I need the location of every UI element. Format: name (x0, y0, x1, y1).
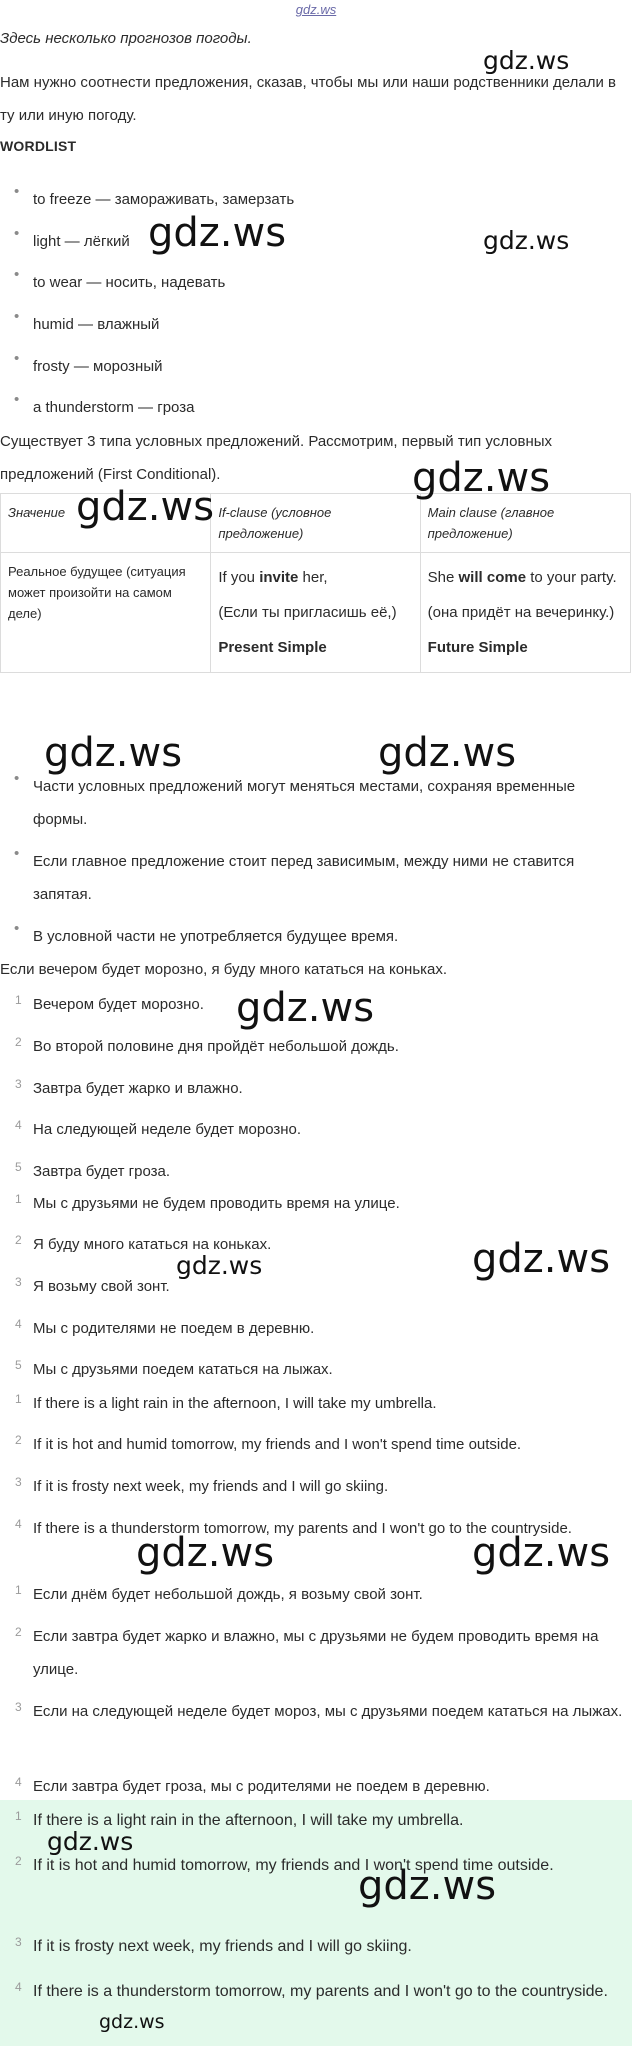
watermark: gdz.ws (472, 1530, 611, 1576)
conditional-intro: Существует 3 типа условных предложений. Рассмотрим, первый тип условных предложений (First Conditional). (0, 433, 553, 483)
watermark: gdz.ws (99, 2011, 165, 2033)
watermark: gdz.ws (358, 1863, 497, 1909)
if-tense: Present Simple (218, 639, 327, 656)
intro-text: Здесь несколько прогнозов погоды. (0, 30, 252, 47)
meaning-cell: Реальное будущее (ситуация может произойти на самом деле) (1, 553, 211, 673)
watermark: gdz.ws (148, 210, 287, 256)
task-text: Нам нужно соотнести предложения, сказав, чтобы мы или наши родственники делали в ту или иную погоду. (0, 74, 616, 124)
main-clause-cell (420, 553, 630, 673)
main-tense: Future Simple (427, 639, 528, 656)
watermark: gdz.ws (47, 1827, 134, 1856)
page: gdz.ws Здесь несколько прогнозов погоды. Нам нужно соотнести предложения, сказав, чтобы мы или наши родственники делали в ту или иную погоду. WORDLIST • to freeze — замораживать, замерзать • light — лёгкий • to wear — носить, надевать • humid — влажный • frosty — морозный • a thunderstorm — гроза Существует 3 типа условных предложений. Рассмотрим, первый тип условных предложений (First Conditional). Значение If-clause (условное предложение) Main clause (главное предложение) Реальное будущее (ситуация может произойти на самом деле) If you invite her, (Если ты пригласишь её,) Present Simple She will come to your party. (она придёт на вечеринку.) Future Simple • Части условных предложений могут меняться местами, сохраняя временные формы. • Если главное предложение стоит перед зависимым, между ними не ставится запятая. • В условной части не употребляется будущее время. Если вечером будет морозно, я буду много кататься на коньках. 1 Вечером будет морозно. 2 Во второй половине дня пройдёт небольшой дождь. 3 Завтра будет жарко и влажно. 4 На следующей неделе будет морозно. 5 Завтра будет гроза. 1 Мы с друзьями не будем проводить время на улице. 2 Я буду много кататься на коньках. 3 Я возьму свой зонт. 4 Мы с родителями не поедем в деревню. 5 Мы с друзьями поедем кататься на лыжах. 1 If there is a light rain in the afternoon, I will take my umbrella. 2 If it is hot and humid tomorrow, my friends and I won't spend time outside. 3 If it is frosty next week, my friends and I will go skiing. 4 If there is a thunderstorm tomorrow, my parents and I won't go to the countryside. 1 Если днём будет небольшой дождь, я возьму свой зонт. 2 Если завтра будет жарко и влажно, мы с друзьями не будем проводить время на улице. 3 Если на следующей неделе будет мороз, мы с друзьями поедем кататься на лыжах. 4 Если завтра будет гроза, мы с родителями не поедем в деревню. 1 If there is a light rain in the afternoon, I will take my umbrella. 2 If it is hot and humid tomorrow, my friends and I won't spend time outside. 3 If it is frosty next week, my friends and I will go skiing. 4 If there is a thunderstorm tomorrow, my parents and I won't go to the countryside. gdz.ws gdz.ws gdz.ws gdz.ws gdz.ws gdz.ws gdz.ws gdz.ws gdz.ws gdz.ws gdz.ws gdz.ws gdz.ws gdz.ws gdz.ws (0, 0, 632, 2046)
table-header-meaning: Значение (1, 494, 211, 553)
main-translation: (она придёт на вечеринку.) (427, 604, 615, 621)
main-example: She will come to your party. (427, 569, 617, 586)
watermark: gdz.ws (136, 1530, 275, 1576)
watermark: gdz.ws (236, 985, 375, 1031)
if-clause-cell (211, 553, 420, 673)
watermark: gdz.ws (412, 455, 551, 501)
watermark: gdz.ws (378, 730, 517, 776)
if-translation: (Если ты пригласишь её,) (218, 604, 397, 621)
watermark: gdz.ws (483, 46, 570, 75)
watermark: gdz.ws (472, 1236, 611, 1282)
table-header-if-clause: If-clause (условное предложение) (211, 494, 420, 553)
if-example: If you invite her, (218, 569, 328, 586)
site-logo[interactable]: gdz.ws (295, 2, 337, 17)
watermark: gdz.ws (483, 226, 570, 255)
watermark: gdz.ws (76, 484, 215, 530)
table-header-main-clause: Main clause (главное предложение) (420, 494, 630, 553)
watermark: gdz.ws (44, 730, 183, 776)
wordlist-title: WORDLIST (0, 138, 77, 154)
example-sentence: Если вечером будет морозно, я буду много кататься на коньках. (0, 961, 448, 978)
watermark: gdz.ws (176, 1251, 263, 1280)
